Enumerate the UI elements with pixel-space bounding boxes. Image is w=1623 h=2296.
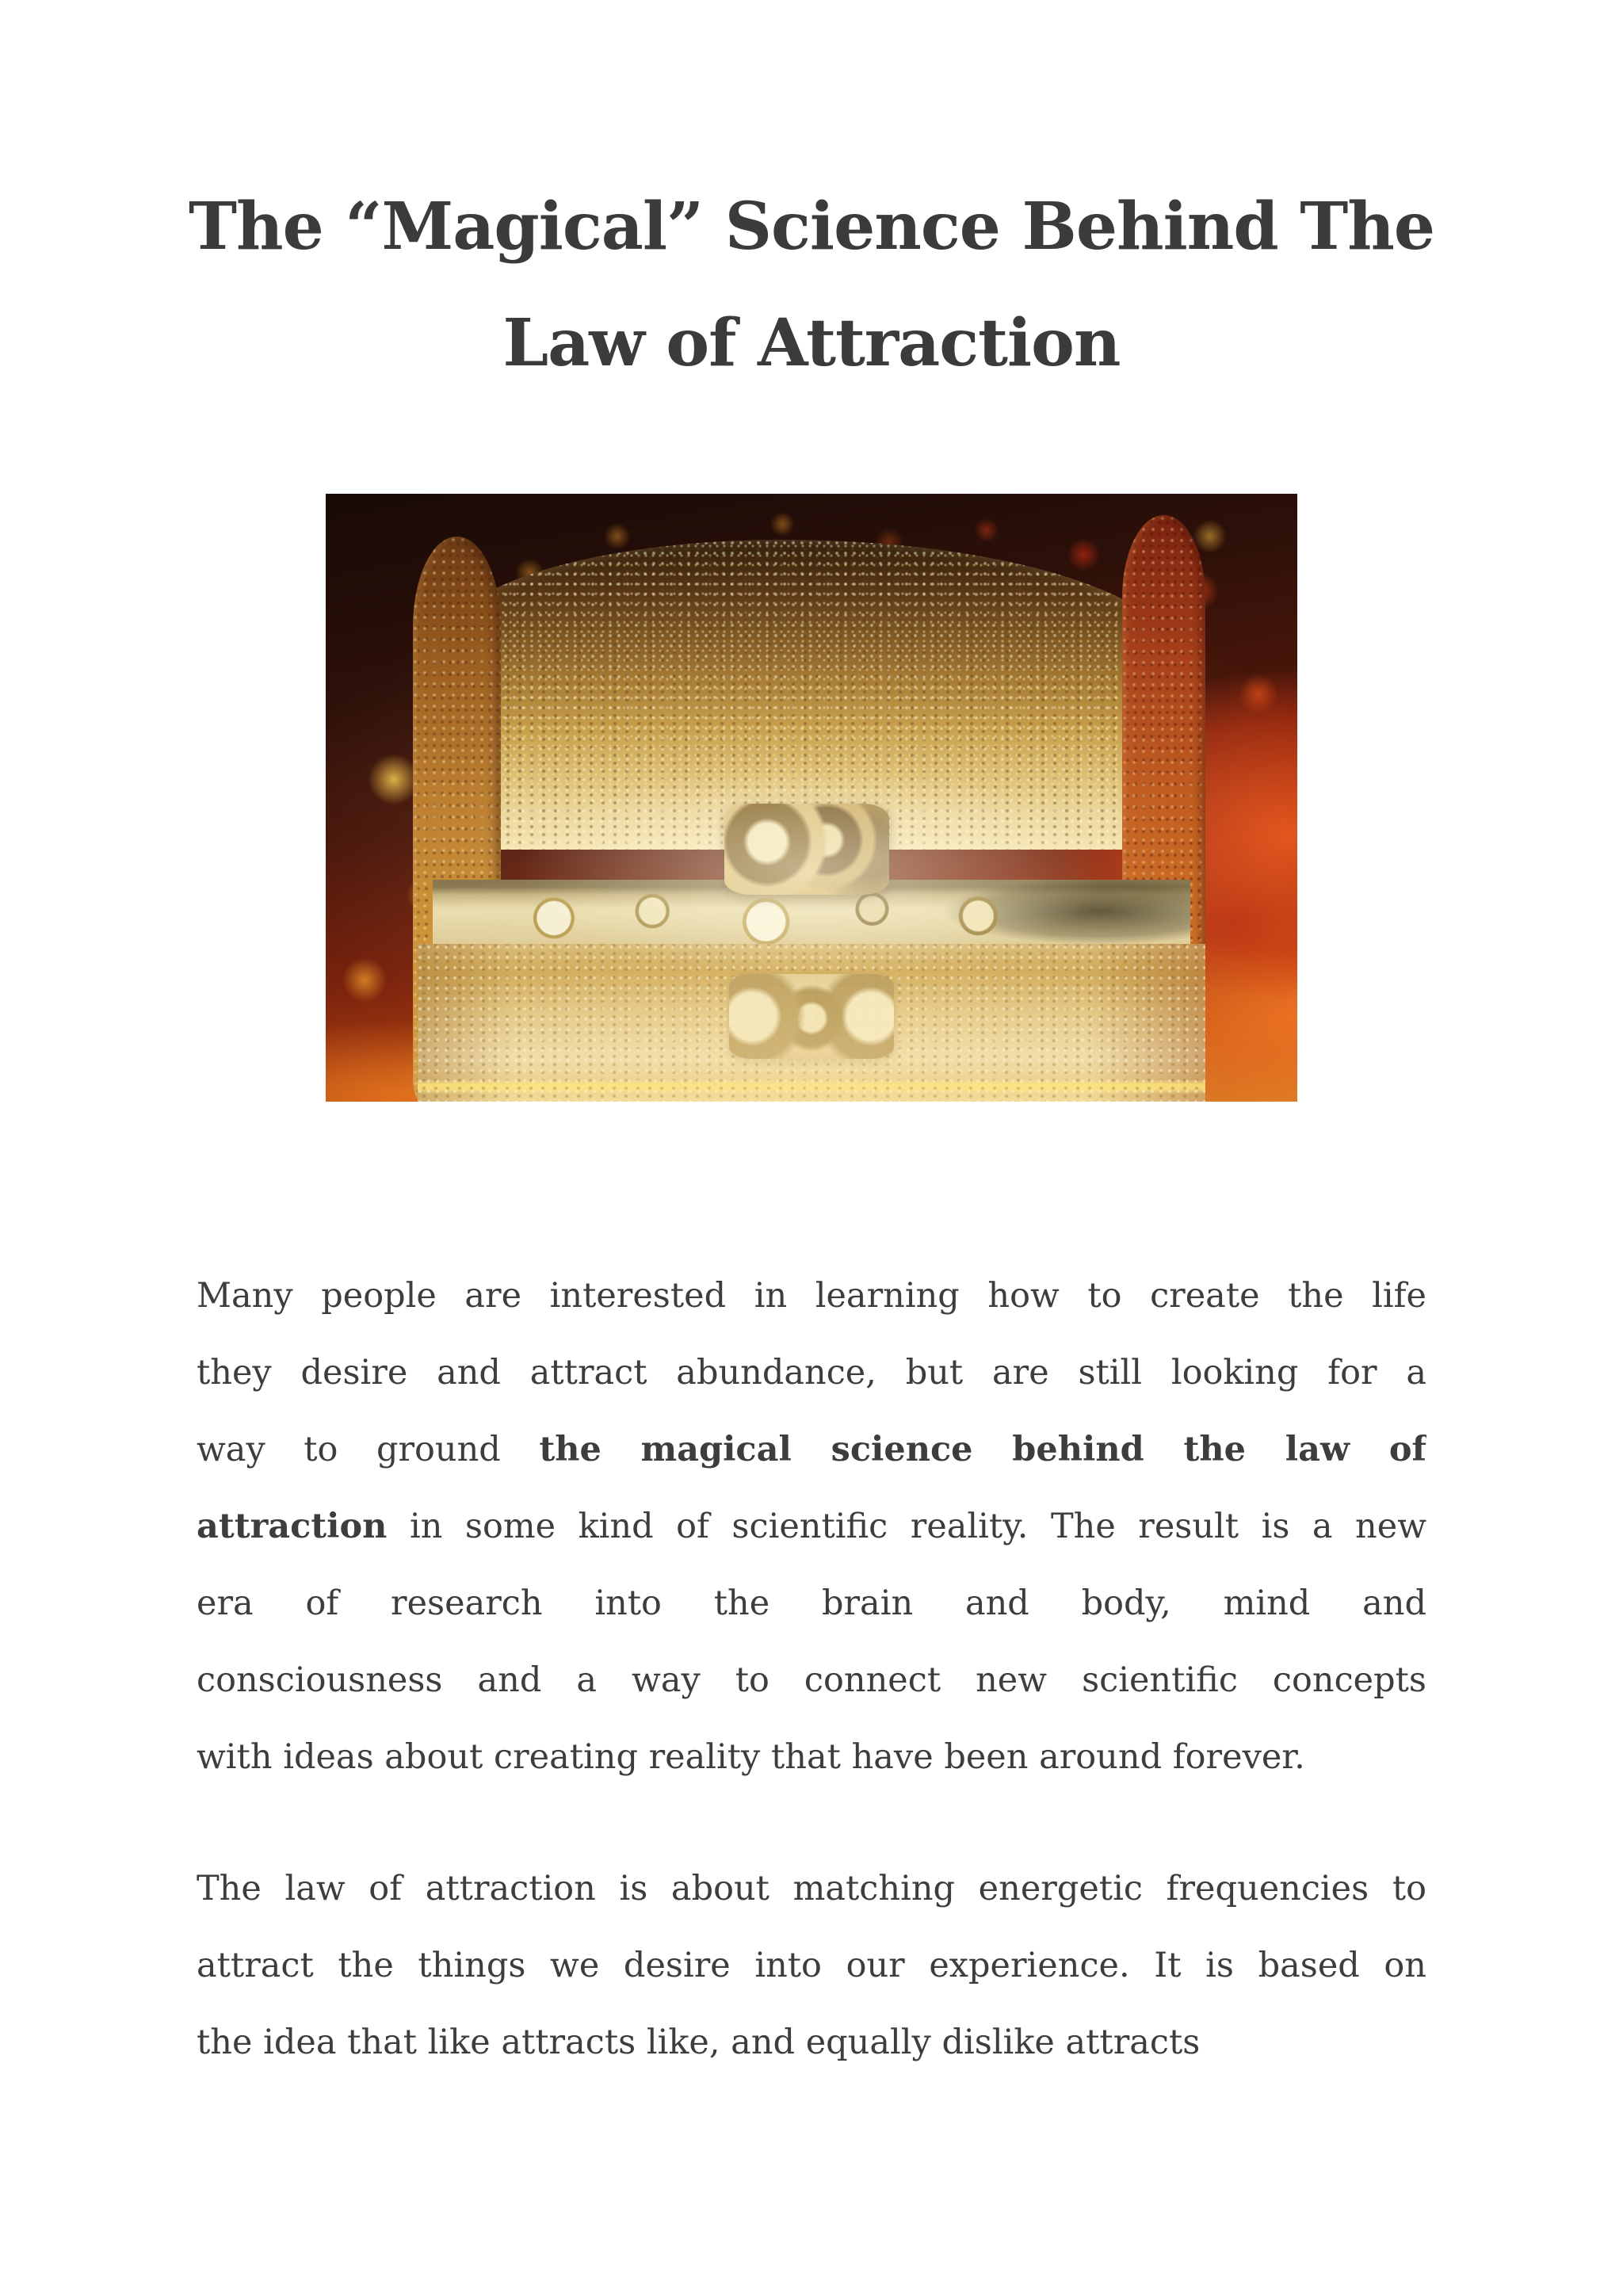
- text-segment: consciousness and a way to connect new scientific concepts: [197, 1660, 1426, 1700]
- text-line: [197, 1927, 1426, 2004]
- text-segment: the idea that like attracts like, and equally dislike attracts: [197, 2023, 1201, 2062]
- text-line: [197, 1565, 1426, 1642]
- text-line: [197, 1719, 1426, 1796]
- golden-glow-overlay: [326, 494, 1297, 1102]
- text-line: [197, 1642, 1426, 1719]
- text-segment: The law of attraction is about matching energetic frequencies to: [197, 1869, 1426, 1908]
- text-line: [197, 2004, 1426, 2081]
- paragraph-1: [197, 1258, 1426, 1796]
- text-segment: way to ground: [197, 1430, 540, 1469]
- text-segment: in some kind of scientific reality. The result is a new: [387, 1507, 1426, 1546]
- title-line-1: The “Magical” Science Behind The: [188, 189, 1435, 265]
- text-segment: era of research into the brain and body, mind and: [197, 1584, 1426, 1623]
- text-line: [197, 1335, 1426, 1412]
- paragraph-2: [197, 1851, 1426, 2081]
- article-body: [197, 1258, 1426, 2081]
- title-line-2: Law of Attraction: [502, 305, 1121, 381]
- page-title: [0, 169, 1623, 402]
- text-line: [197, 1412, 1426, 1488]
- bold-phrase: attraction: [197, 1507, 388, 1546]
- text-line: [197, 1488, 1426, 1565]
- text-line: [197, 1851, 1426, 1927]
- bold-phrase: the magical science behind the law of: [539, 1430, 1426, 1469]
- treasure-chest-image: [326, 494, 1297, 1102]
- text-segment: Many people are interested in learning how to create the life: [197, 1276, 1426, 1316]
- text-segment: they desire and attract abundance, but are still looking for a: [197, 1353, 1426, 1392]
- text-line: [197, 1258, 1426, 1335]
- text-segment: attract the things we desire into our experience. It is based on: [197, 1946, 1426, 1985]
- text-segment: with ideas about creating reality that have been around forever.: [197, 1737, 1305, 1777]
